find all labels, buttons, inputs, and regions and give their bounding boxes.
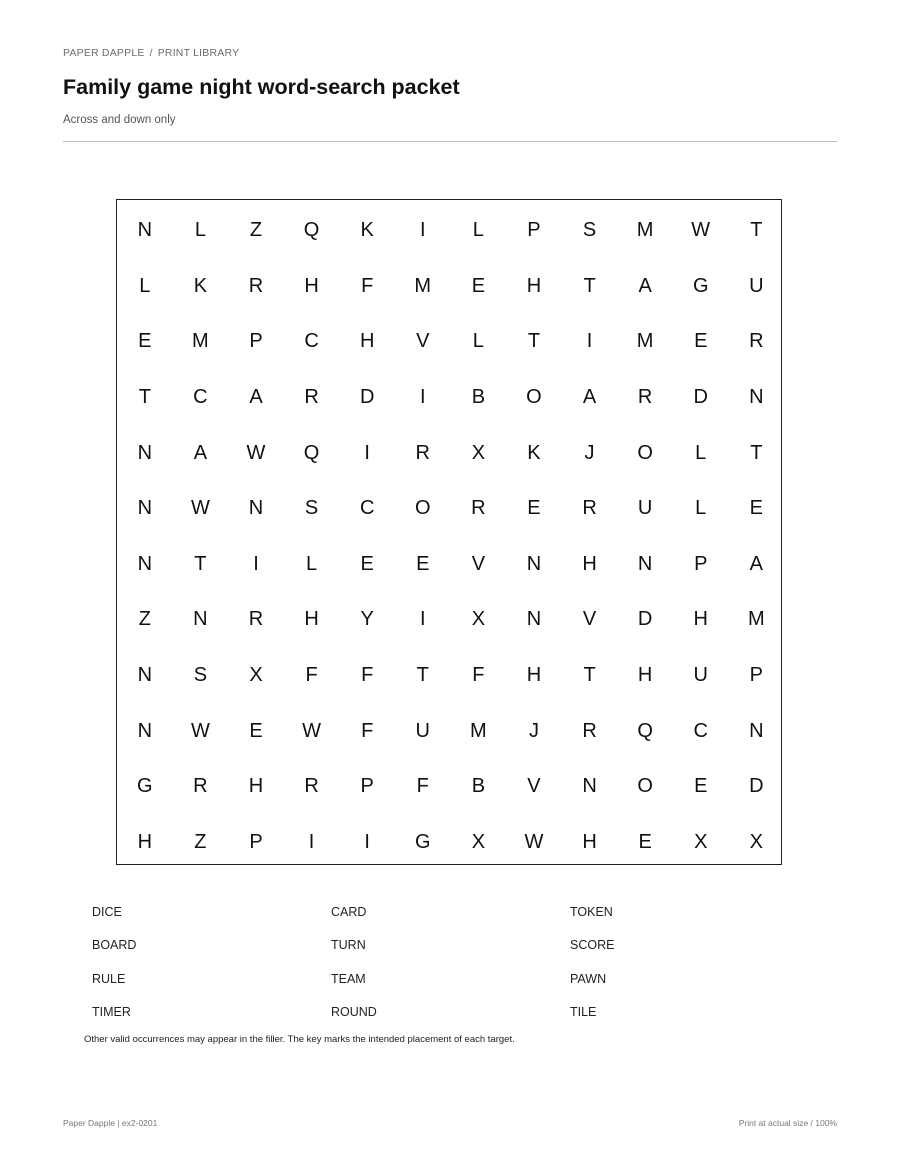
grid-cell[interactable]: L	[194, 219, 206, 242]
page-title: Family game night word-search packet	[63, 75, 460, 99]
header-divider	[63, 141, 837, 142]
footer-print-hint: Print at actual size / 100%	[738, 1118, 837, 1128]
grid-cell[interactable]: N	[248, 497, 264, 520]
grid-cell[interactable]: F	[416, 775, 429, 798]
grid-cell[interactable]: H	[582, 830, 597, 853]
grid-cell[interactable]: O	[637, 775, 653, 798]
grid-cell[interactable]: N	[582, 775, 597, 798]
grid-cell[interactable]: R	[637, 386, 653, 409]
grid-cell[interactable]: M	[414, 274, 432, 297]
grid-cell[interactable]: R	[471, 497, 486, 520]
grid-cell[interactable]: L	[306, 552, 318, 575]
grid-cell[interactable]: C	[359, 497, 375, 520]
grid-cell[interactable]: J	[584, 441, 595, 464]
grid-cell[interactable]: H	[582, 552, 597, 575]
grid-cell[interactable]: N	[137, 497, 153, 520]
word-list-item: CARD	[331, 905, 367, 919]
grid-cell[interactable]: F	[361, 719, 374, 742]
grid-cell[interactable]: V	[527, 775, 541, 798]
grid-cell[interactable]: Q	[303, 441, 320, 464]
grid-cell[interactable]: I	[419, 219, 426, 242]
word-list	[92, 904, 770, 1038]
word-list-item: TILE	[570, 1005, 597, 1020]
grid-cell[interactable]: U	[693, 664, 708, 687]
grid-cell[interactable]: P	[694, 552, 708, 575]
grid-cell[interactable]: H	[526, 274, 542, 297]
grid-cell[interactable]: R	[248, 274, 264, 297]
grid-cell[interactable]: P	[360, 775, 374, 798]
grid-cell[interactable]: X	[471, 441, 486, 464]
word-list-item: TEAM	[331, 971, 366, 986]
grid-cell[interactable]: I	[419, 386, 426, 409]
word-list-item: RULE	[92, 971, 126, 986]
grid-cell[interactable]: L	[472, 330, 484, 353]
grid-cell[interactable]: W	[190, 497, 210, 520]
grid-cell[interactable]: T	[527, 330, 541, 353]
word-list-item: TIMER	[92, 1005, 131, 1020]
grid-cell[interactable]: H	[637, 664, 653, 687]
grid-cell[interactable]: R	[415, 441, 430, 464]
grid-cell[interactable]: E	[416, 552, 430, 575]
footer-id: Paper Dapple | ex2-0201	[63, 1118, 158, 1128]
grid-cell[interactable]: T	[416, 664, 429, 687]
grid-cell[interactable]: L	[695, 441, 707, 464]
grid-cell[interactable]: B	[471, 775, 486, 798]
grid-cell[interactable]: M	[747, 608, 765, 631]
grid-cell[interactable]: R	[582, 719, 597, 742]
grid-cell[interactable]: I	[253, 552, 259, 575]
grid-cell[interactable]: K	[527, 441, 541, 464]
puzzle-grid	[117, 203, 784, 870]
grid-cell[interactable]: S	[304, 497, 319, 520]
word-list-item: TOKEN	[570, 905, 613, 919]
grid-cell[interactable]: R	[248, 608, 264, 631]
grid-cell[interactable]: F	[472, 664, 485, 687]
grid-cell[interactable]: E	[249, 719, 263, 742]
word-list-item: SCORE	[570, 938, 615, 953]
grid-cell[interactable]: T	[750, 219, 763, 242]
grid-cell[interactable]: D	[637, 608, 653, 631]
grid-cell[interactable]: D	[749, 775, 764, 798]
grid-cell[interactable]: H	[304, 608, 319, 631]
grid-cell[interactable]: E	[527, 497, 541, 520]
grid-cell[interactable]: X	[471, 608, 486, 631]
grid-cell[interactable]: Y	[360, 608, 374, 631]
grid-cell[interactable]: C	[193, 386, 208, 409]
word-list-item: ROUND	[331, 1005, 377, 1020]
grid-cell[interactable]: C	[304, 330, 319, 353]
grid-cell[interactable]: R	[582, 497, 597, 520]
grid-cell[interactable]: G	[692, 274, 709, 297]
grid-cell[interactable]: F	[361, 274, 374, 297]
grid-cell[interactable]: X	[249, 664, 263, 687]
word-list-item: BOARD	[92, 938, 137, 953]
grid-cell[interactable]: O	[526, 386, 542, 409]
grid-cell[interactable]: L	[472, 219, 484, 242]
page-subtitle: Across and down only	[63, 114, 176, 126]
grid-cell[interactable]: X	[471, 830, 486, 853]
grid-cell[interactable]: G	[137, 775, 153, 798]
grid-cell[interactable]: M	[470, 719, 487, 742]
grid-cell[interactable]: H	[248, 775, 264, 798]
breadcrumb	[63, 47, 239, 59]
grid-cell[interactable]: P	[249, 330, 263, 353]
grid-cell[interactable]: V	[416, 330, 430, 353]
grid-cell[interactable]: N	[137, 441, 153, 464]
grid-cell[interactable]: E	[471, 274, 486, 297]
grid-cell[interactable]: H	[693, 608, 708, 631]
grid-cell[interactable]: H	[137, 830, 153, 853]
grid-cell[interactable]: N	[637, 552, 653, 575]
grid-cell[interactable]: A	[582, 386, 597, 409]
grid-cell[interactable]: N	[137, 664, 153, 687]
grid-cell[interactable]: A	[638, 274, 652, 297]
grid-cell[interactable]: L	[695, 497, 707, 520]
grid-cell[interactable]: R	[304, 775, 319, 798]
grid-cell[interactable]: I	[308, 830, 315, 853]
word-list-item: DICE	[92, 905, 122, 919]
grid-cell[interactable]: V	[582, 608, 597, 631]
grid-cell[interactable]: G	[414, 830, 431, 853]
grid-cell[interactable]: P	[749, 664, 763, 687]
grid-cell[interactable]: D	[359, 386, 375, 409]
grid-cell[interactable]: T	[583, 664, 596, 687]
grid-cell[interactable]: T	[750, 441, 763, 464]
grid-cell[interactable]: O	[637, 441, 653, 464]
grid-cell[interactable]: V	[471, 552, 486, 575]
grid-cell[interactable]: W	[524, 830, 544, 853]
breadcrumb-separator: /	[149, 47, 153, 59]
grid-cell[interactable]: A	[249, 386, 263, 409]
grid-cell[interactable]: E	[638, 830, 652, 853]
grid-cell[interactable]: R	[749, 330, 764, 353]
grid-cell[interactable]: N	[749, 719, 764, 742]
grid-cell[interactable]: Z	[194, 830, 207, 853]
grid-cell[interactable]: F	[361, 664, 374, 687]
grid-cell[interactable]: C	[693, 719, 708, 742]
grid-cell[interactable]: E	[694, 775, 708, 798]
grid-cell[interactable]: X	[749, 830, 763, 853]
grid-cell[interactable]: T	[583, 274, 596, 297]
grid-cell[interactable]: D	[693, 386, 708, 409]
grid-cell[interactable]: N	[526, 608, 542, 631]
puzzle-note: Other valid occurrences may appear in the filler. The key marks the intended placement of each target.	[84, 1034, 515, 1045]
grid-cell[interactable]: E	[360, 552, 374, 575]
grid-cell[interactable]: W	[190, 719, 210, 742]
grid-cell[interactable]: K	[360, 219, 374, 242]
grid-cell[interactable]: I	[364, 830, 370, 853]
grid-cell[interactable]: F	[305, 664, 318, 687]
grid-cell[interactable]: N	[137, 552, 153, 575]
grid-cell[interactable]: S	[582, 219, 597, 242]
grid-cell[interactable]: W	[246, 441, 266, 464]
grid-cell[interactable]: L	[139, 274, 151, 297]
grid-cell[interactable]: E	[138, 330, 152, 353]
grid-cell[interactable]: K	[193, 274, 208, 297]
grid-cell[interactable]: P	[527, 219, 541, 242]
grid-cell[interactable]: N	[749, 386, 764, 409]
grid-cell[interactable]: H	[304, 274, 319, 297]
grid-cell[interactable]: M	[636, 219, 654, 242]
grid-cell[interactable]: B	[471, 386, 486, 409]
grid-cell[interactable]: R	[304, 386, 319, 409]
grid-cell[interactable]: I	[586, 330, 593, 353]
grid-cell[interactable]: N	[193, 608, 208, 631]
grid-cell[interactable]: A	[749, 552, 763, 575]
grid-cell[interactable]: I	[419, 608, 426, 631]
grid-cell[interactable]: U	[637, 497, 653, 520]
grid-cell[interactable]: W	[691, 219, 711, 242]
word-list-item: PAWN	[570, 971, 607, 986]
grid-cell[interactable]: A	[193, 441, 208, 464]
grid-cell[interactable]: Q	[303, 219, 320, 242]
grid-cell[interactable]: S	[193, 664, 208, 687]
grid-cell[interactable]: M	[636, 330, 654, 353]
grid-cell[interactable]: T	[194, 552, 207, 575]
grid-cell[interactable]: N	[137, 219, 153, 242]
grid-cell[interactable]: U	[415, 719, 430, 742]
grid-cell[interactable]: W	[302, 719, 322, 742]
breadcrumb-item-brand[interactable]: PAPER DAPPLE	[63, 47, 145, 59]
grid-cell[interactable]: H	[359, 330, 375, 353]
grid-cell[interactable]: R	[193, 775, 208, 798]
grid-cell[interactable]: O	[414, 497, 431, 520]
grid-cell[interactable]: Z	[249, 219, 263, 242]
grid-cell[interactable]: U	[749, 274, 764, 297]
grid-cell[interactable]: Q	[637, 719, 653, 742]
grid-cell[interactable]: E	[694, 330, 708, 353]
grid-cell[interactable]: P	[249, 830, 263, 853]
grid-cell[interactable]: H	[526, 664, 542, 687]
breadcrumb-item-library[interactable]: PRINT LIBRARY	[157, 47, 240, 59]
grid-cell[interactable]: X	[694, 830, 708, 853]
grid-cell[interactable]: E	[749, 497, 763, 520]
word-list-item: TURN	[331, 938, 366, 953]
grid-cell[interactable]: Z	[138, 608, 151, 631]
grid-cell[interactable]: J	[528, 719, 539, 742]
grid-cell[interactable]: N	[137, 719, 153, 742]
grid-cell[interactable]: T	[138, 386, 151, 409]
grid-cell[interactable]: M	[192, 330, 209, 353]
grid-cell[interactable]: N	[526, 552, 542, 575]
grid-cell[interactable]: I	[364, 441, 370, 464]
